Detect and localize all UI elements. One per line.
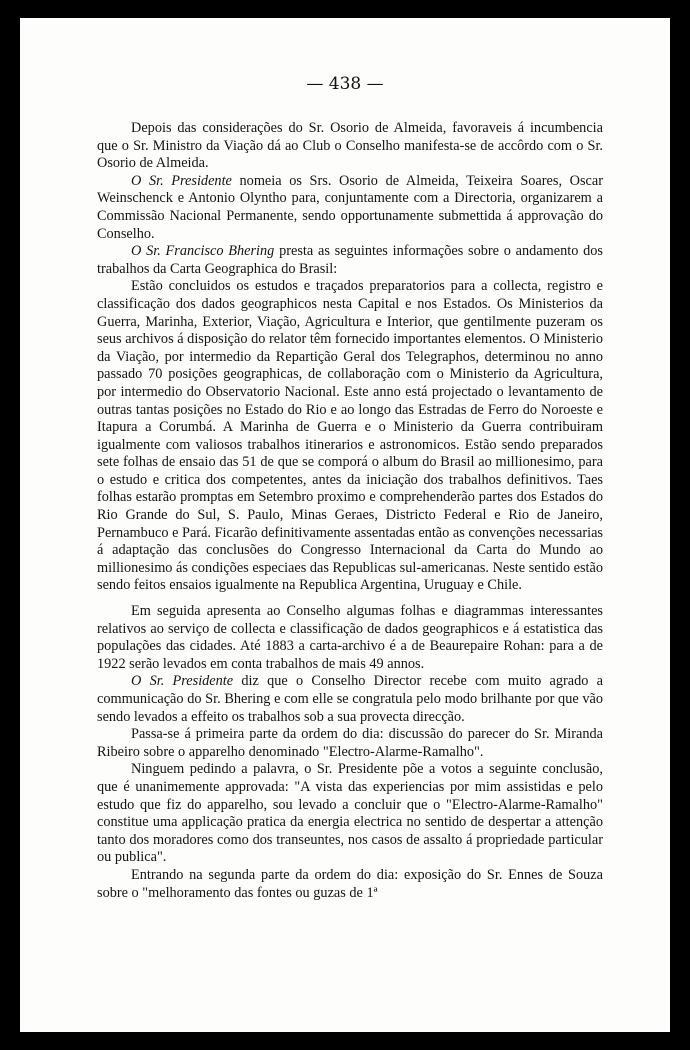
speaker-name: O Sr. Presidente <box>131 673 234 690</box>
paragraph <box>97 867 603 902</box>
paragraph-text: Depois das considerações do Sr. Osorio de Almeida, favoraveis á incumbencia que o Sr. Ministro da Viação dá ao Club o Conselho manifesta-se de accôrdo com o Sr. Osorio de Almeida. <box>97 120 603 172</box>
document-page <box>20 18 670 1032</box>
paragraph-text: Em seguida apresenta ao Conselho algumas folhas e diagrammas interessantes relativos ao serviço de collecta e classificação de dados geographicos e á estatistica das populações das cidades. Até 1883 a carta-archivo é a de Beaurepaire Rohan: para a de 1922 serão levados em conta trabalhos de mais 49 annos. <box>97 603 603 672</box>
speaker-name: O Sr. Presidente <box>131 172 232 189</box>
body-text <box>97 120 603 902</box>
paragraph <box>97 603 603 673</box>
paragraph <box>97 761 603 867</box>
paragraph-text: diz que o Conselho Director recebe com muito agrado a communicação do Sr. Bhering e com elle se congratula pelo modo brilhante por que vão sendo levados a effeito os trabalhos sob a sua provecta direcção. <box>97 673 603 725</box>
paragraph <box>97 673 603 726</box>
paragraph <box>97 120 603 173</box>
paragraph-text: Entrando na segunda parte da ordem do dia: exposição do Sr. Ennes de Souza sobre o "melhoramento das fontes ou guzas de 1ª <box>97 866 603 901</box>
speaker-name: O Sr. Francisco Bhering <box>131 243 275 260</box>
paragraph <box>97 173 603 243</box>
page-number: — 438 — <box>306 74 384 94</box>
paragraph <box>97 278 603 595</box>
paragraph <box>97 726 603 761</box>
paragraph-text: Estão concluidos os estudos e traçados preparatorios para a collecta, registro e classificação dos dados geographicos nesta Capital e nos Estados. Os Ministerios da Guerra, Marinha, Exterior, Viação, Agricultura e Interior, que gentilmente puzeram os seus archivos á disposição do relator têm fornecido importantes elementos. O Ministerio da Viação, por intermedio da Repartição Geral dos Telegraphos, determinou no anno passado 70 posições geographicas, de collaboração com o Ministerio da Agricultura, por intermedio do Observatorio Nacional. Este anno está projectado o levantamento de outras tantas posições no Estado do Rio e ao longo das Estradas de Ferro do Noroeste e Itapura a Corumbá. A Marinha de Guerra e o Ministerio da Guerra contribuiram igualmente com valiosos trabalhos itinerarios e astronomicos. Estão sendo preparados sete folhas de ensaio das 51 de que se comporá o album do Brasil ao millionesimo, para o estudo e critica dos competentes, antes da iniciação dos trabalhos definitivos. Taes folhas estarão promptas em Setembro proximo e comprehenderão partes dos Estados do Rio Grande do Sul, S. Paulo, Minas Geraes, Districto Federal e Rio de Janeiro, Pernambuco e Pará. Ficarão definitivamente assentadas então as convenções necessarias á adaptação das conclusões do Congresso Internacional da Carta do Mundo ao millionesimo ás condições especiaes das Republicas sul-americanas. Neste sentido estão sendo feitos ensaios igualmente na Republica Argentina, Uruguay e Chile. <box>97 278 603 594</box>
paragraph-text: presta as seguintes informações sobre o andamento dos trabalhos da Carta Geographica do Brasil: <box>97 243 603 277</box>
paragraph-text: nomeia os Srs. Osorio de Almeida, Teixeira Soares, Oscar Weinschenck e Antonio Olyntho para, conjuntamente com a Directoria, organizarem a Commissão Nacional Permanente, sendo opportunamente submettida á approvação do Conselho. <box>97 172 603 242</box>
paragraph-text: Ninguem pedindo a palavra, o Sr. Presidente põe a votos a seguinte conclusão, que é unanimemente approvada: "A vista das experiencias por mim assistidas e pelo estudo que fiz do apparelho, sou levado a concluir que o "Electro-Alarme-Ramalho" constitue uma applicação pratica da energia electrica no sentido de despertar a attenção tanto dos moradores como dos transeuntes, nos casos de assalto á propriedade particular ou publica". <box>97 761 603 866</box>
paragraph <box>97 243 603 278</box>
paragraph-text: Passa-se á primeira parte da ordem do dia: discussão do parecer do Sr. Miranda Ribeiro sobre o apparelho denominado "Electro-Alarme-Ramalho". <box>97 726 603 760</box>
